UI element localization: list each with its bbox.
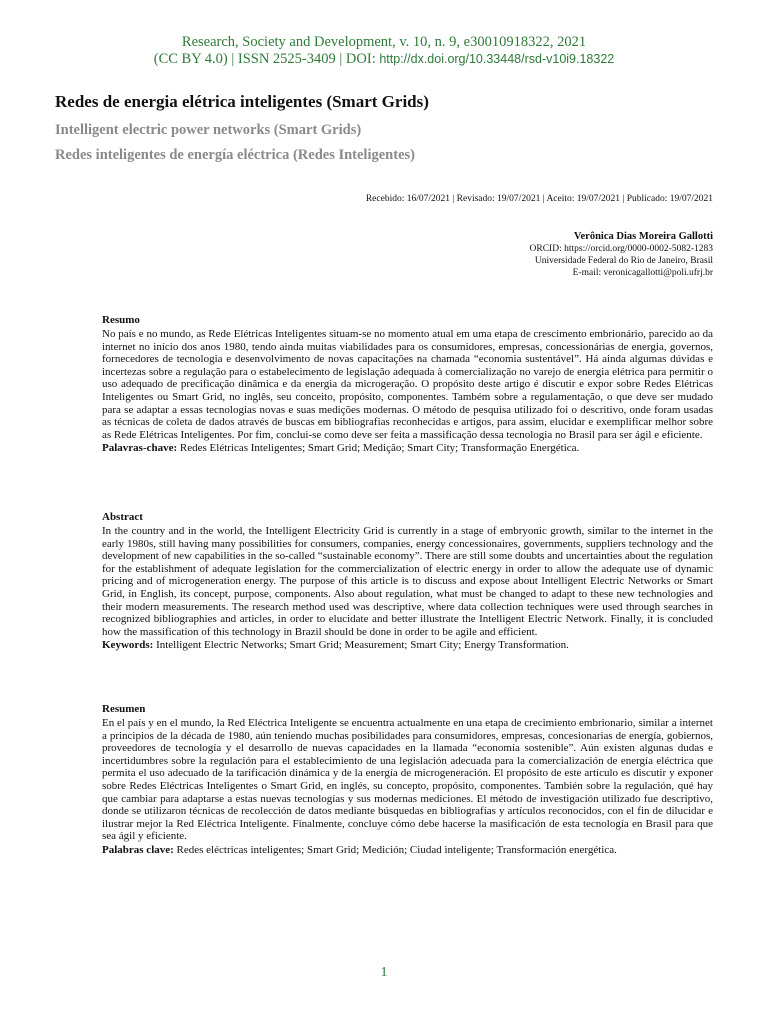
page-number: 1 [380, 965, 388, 980]
title-spanish: Redes inteligentes de energía eléctrica (Redes Inteligentes) [55, 147, 415, 163]
abstract-keywords [102, 639, 713, 652]
resumo-section [102, 314, 713, 455]
resumo-keywords [102, 442, 713, 455]
title-english: Intelligent electric power networks (Smart Grids) [55, 122, 362, 138]
doi-link[interactable]: http://dx.doi.org/10.33448/rsd-v10i9.18322 [379, 52, 615, 66]
author-email[interactable]: E-mail: veronicagallotti@poli.ufrj.br [572, 268, 713, 278]
resumo-body: No país e no mundo, as Rede Elétricas Inteligentes situam-se no momento atual em uma etapa de crescimento embrionário, parecido ao da internet no início dos anos 1980, tendo ainda muitas viabilidades para os consumidores, empresas, concessionárias de energia, governos, fornecedores de tecnologia e desenvolvimento de novas capacitações na chamada “economia sustentável”. Há ainda algumas dúvidas e incertezas sobre a regulação para o estabelecimento de legislação adequada à comercialização no varejo de energia elétrica para permitir o uso adequado de precificação dinâmica e da energia da microgeração. O propósito deste artigo é discutir e expor sobre Redes Elétricas Inteligentes ou Smart Grid, no inglês, seu conceito, propósito, componentes. Também sobre a regulamentação, o que deve ser mudado para se adaptar a essas tecnologias novas e suas medições modernas. O método de pesquisa utilizado foi o descritivo, onde foram usadas as técnicas de coleta de dados através de buscas em bibliografias reconhecidas e artigos, para assim, elucidar e exemplificar melhor sobre as Rede Elétricas Inteligentes. Por fim, conclui-se como deve ser feita a massificação dessa tecnologia no Brasil para ser ágil e eficiente. [102, 328, 713, 441]
title-portuguese: Redes de energia elétrica inteligentes (Smart Grids) [55, 92, 429, 111]
resumo-keywords-text: Redes Elétricas Inteligentes; Smart Grid; Medição; Smart City; Transformação Energética. [177, 442, 580, 455]
resumen-body: En el país y en el mundo, la Red Eléctrica Inteligente se encuentra actualmente en una etapa de crecimiento embrionario, similar a internet a principios de la década de 1980, aún teniendo muchas posibilidades para consumidores, empresas, concesionarias de energía, gobiernos, proveedores de tecnología y el desarrollo de nuevas capacidades en la llamada “economía sostenible”. Aún existen algunas dudas e incertidumbres sobre la regulación para el establecimiento de una legislación adecuada para la comercialización de energía eléctrica que permita el uso adecuado de la tarificación dinámica y de la energía de microgeneración. El propósito de este artículo es discutir y exponer sobre Redes Eléctricas Inteligentes o Smart Grid, en inglés, su concepto, propósito, componentes. También sobre la regulación, qué hay que cambiar para adaptarse a estas nuevas tecnologías y sus modernas mediciones. El método de investigación utilizado fue descriptivo, donde se utilizaron técnicas de recolección de datos mediante búsquedas en bibliografías y artículos reconocidos, con el fin de dilucidar e ilustrar mejor la Red Eléctrica Inteligente. Finalmente, concluye cómo debe hacerse la masificación de esta tecnología en Brasil para que sea ágil y eficiente. [102, 717, 713, 843]
resumen-keywords-label: Palabras clave: [102, 843, 174, 856]
resumen-section [102, 703, 713, 857]
license-issn-doi [0, 51, 768, 68]
abstract-section [102, 511, 713, 652]
abstract-heading: Abstract [102, 511, 143, 523]
abstract-keywords-label: Keywords: [102, 639, 154, 652]
abstract-body: In the country and in the world, the Intelligent Electricity Grid is currently in a stage of embryonic growth, similar to the internet in the early 1980s, still having many possibilities for consumers, companies, energy concessionaires, governments, suppliers technology and the development of new capabilities in the so-called “sustainable economy”. There are still some doubts and uncertainties about the regulation for the establishment of adequate legislation for the commercialization of electric energy in order to allow the adequate use of dynamic pricing and of microgeneration energy. The purpose of this article is to discuss and expose about Intelligent Electric Networks or Smart Grid, in English, its concept, purpose, components. Also about regulation, what must be changed to adapt to these new technologies and their modern measurements. The research method used was descriptive, where data collection techniques were used through searches in recognized bibliographies and articles, in order to elucidate and better illustrate the Intelligent Electric Network. Finally, it is concluded how the massification of this technology in Brazil should be done in order to be agile and efficient. [102, 525, 713, 638]
author-affiliation: Universidade Federal do Rio de Janeiro, Brasil [534, 256, 713, 266]
author-name: Verônica Dias Moreira Gallotti [573, 231, 713, 242]
resumo-keywords-label: Palavras-chave: [102, 442, 178, 455]
journal-citation: Research, Society and Development, v. 10, n. 9, e30010918322, 2021 [181, 34, 587, 50]
journal-header [0, 34, 768, 68]
author-block [530, 231, 713, 279]
submission-dates: Recebido: 16/07/2021 | Revisado: 19/07/2021 | Aceito: 19/07/2021 | Publicado: 19/07/2021 [365, 194, 713, 204]
resumen-keywords-text: Redes eléctricas inteligentes; Smart Grid; Medición; Ciudad inteligente; Transformación energética. [173, 843, 617, 856]
license-issn: (CC BY 4.0) | ISSN 2525-3409 | DOI: [153, 51, 380, 67]
author-orcid[interactable]: ORCID: https://orcid.org/0000-0002-5082-1283 [529, 244, 713, 254]
resumen-keywords [102, 844, 713, 857]
resumo-heading: Resumo [102, 314, 140, 326]
abstract-keywords-text: Intelligent Electric Networks; Smart Grid; Measurement; Smart City; Energy Transformation. [153, 639, 569, 652]
title-block [55, 92, 715, 172]
resumen-heading: Resumen [102, 703, 146, 715]
